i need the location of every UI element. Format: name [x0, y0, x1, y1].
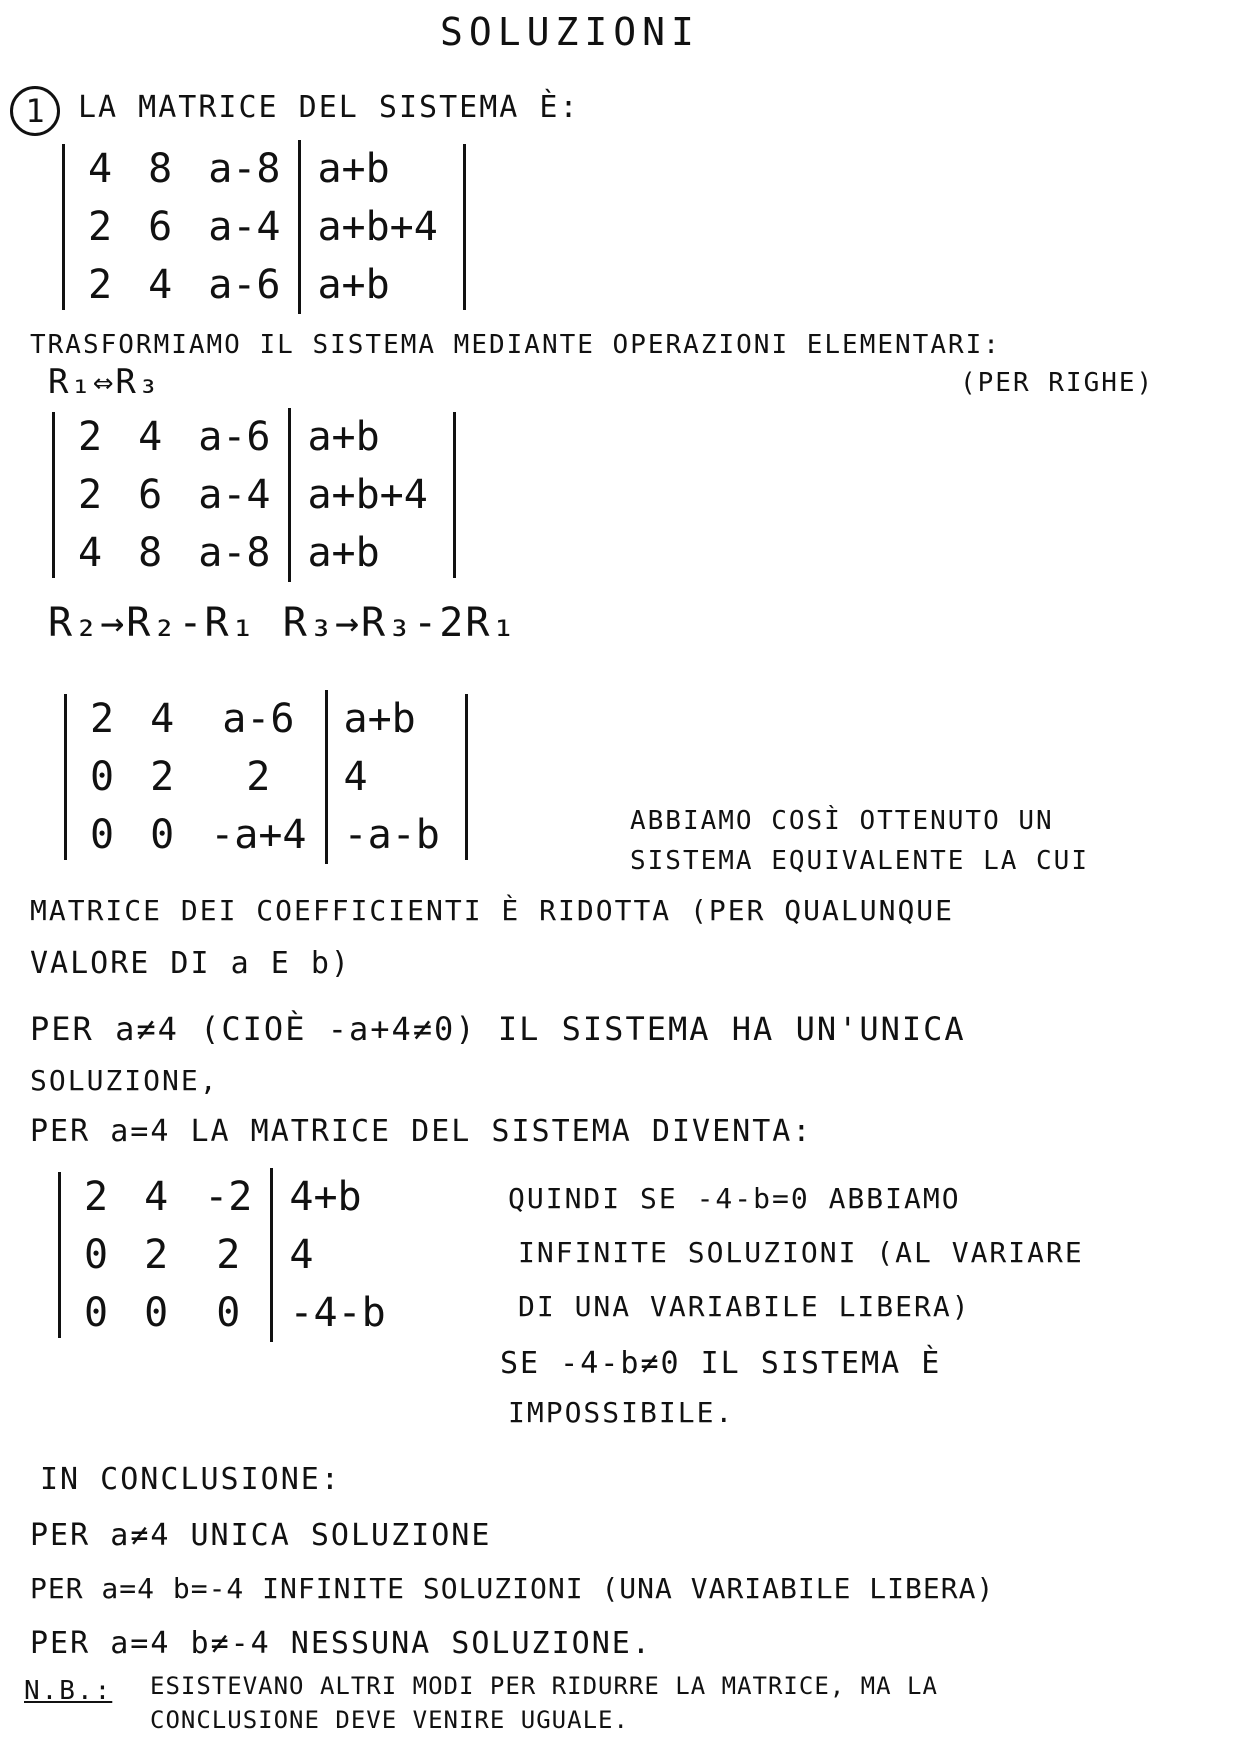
page-title: SOLUZIONI	[440, 10, 700, 54]
unique-line-1: PER a≠4 (CIOÈ -a+4≠0) IL SISTEMA HA UN'UNICA	[30, 1010, 966, 1048]
matrix-4	[66, 1168, 404, 1342]
matrix-cell: -4-b	[272, 1284, 404, 1342]
matrix-cell: a+b	[290, 408, 446, 466]
matrix-cell: 4	[138, 414, 163, 460]
matrix-cell: 2	[246, 754, 271, 800]
note-a4-5: IMPOSSIBILE.	[508, 1396, 735, 1429]
exercise-number: 1	[10, 86, 60, 136]
note-reduced-1: ABBIAMO COSÌ OTTENUTO UN	[630, 806, 1054, 836]
matrix-cell: a-8	[198, 530, 271, 576]
note-a4-3: DI UNA VARIABILE LIBERA)	[518, 1290, 971, 1323]
matrix-cell: a+b	[326, 690, 458, 748]
matrix-cell: 4	[144, 1174, 169, 1220]
matrix-cell: 0	[84, 1232, 109, 1278]
matrix-cell: 0	[84, 1290, 109, 1336]
intro-text: LA MATRICE DEL SISTEMA È:	[78, 90, 580, 125]
matrix-row	[70, 140, 456, 198]
note-reduced-2: SISTEMA EQUIVALENTE LA CUI	[630, 846, 1089, 876]
coefficients-line-2: VALORE DI a E b)	[30, 946, 351, 981]
by-rows-note: (PER RIGHE)	[960, 368, 1155, 398]
matrix-row	[66, 1284, 404, 1342]
matrix-row	[66, 1226, 404, 1284]
matrix-cell: 4	[88, 146, 113, 192]
matrix-cell: 0	[144, 1290, 169, 1336]
matrix-cell: a+b+4	[290, 466, 446, 524]
a4-line: PER a=4 LA MATRICE DEL SISTEMA DIVENTA:	[30, 1114, 813, 1149]
coefficients-line-1: MATRICE DEI COEFFICIENTI È RIDOTTA (PER QUALUNQUE	[30, 894, 955, 927]
matrix-row	[60, 466, 446, 524]
matrix-cell: 4	[272, 1226, 404, 1284]
matrix-cell: 2	[90, 696, 115, 742]
nb-text-1: ESISTEVANO ALTRI MODI PER RIDURRE LA MATRICE, MA LA	[150, 1672, 938, 1700]
note-a4-1: QUINDI SE -4-b=0 ABBIAMO	[508, 1182, 961, 1215]
matrix-cell: -2	[204, 1174, 253, 1220]
note-a4-4: SE -4-b≠0 IL SISTEMA È	[500, 1346, 942, 1381]
unique-line-2: SOLUZIONE,	[30, 1064, 219, 1097]
matrix-cell: -a-b	[326, 806, 458, 864]
swap-operation: R₁⇔R₃	[48, 362, 161, 402]
matrix-cell: 2	[78, 472, 103, 518]
matrix-row	[72, 690, 458, 748]
conclusion-heading: IN CONCLUSIONE:	[40, 1462, 341, 1497]
matrix-cell: 2	[216, 1232, 241, 1278]
matrix-row	[66, 1168, 404, 1226]
matrix-cell: 2	[78, 414, 103, 460]
matrix-cell: a-4	[198, 472, 271, 518]
conclusion-1: PER a≠4 UNICA SOLUZIONE	[30, 1518, 492, 1553]
matrix-row	[60, 524, 446, 582]
matrix-cell: -a+4	[210, 812, 307, 858]
matrix-cell: a-6	[198, 414, 271, 460]
row-operations: R₂→R₂-R₁ R₃→R₃-2R₁	[48, 600, 518, 646]
matrix-cell: 2	[150, 754, 175, 800]
nb-text-2: CONCLUSIONE DEVE VENIRE UGUALE.	[150, 1706, 629, 1734]
matrix-cell: 0	[216, 1290, 241, 1336]
matrix-1	[70, 140, 456, 314]
transform-line: TRASFORMIAMO IL SISTEMA MEDIANTE OPERAZIONI ELEMENTARI:	[30, 330, 1001, 360]
matrix-cell: 6	[148, 204, 173, 250]
matrix-cell: 0	[90, 812, 115, 858]
matrix-cell: a-4	[208, 204, 281, 250]
note-a4-2: INFINITE SOLUZIONI (AL VARIARE	[518, 1236, 1084, 1269]
matrix-3	[72, 690, 458, 864]
matrix-cell: a+b	[300, 140, 456, 198]
conclusion-3: PER a=4 b≠-4 NESSUNA SOLUZIONE.	[30, 1626, 652, 1661]
matrix-cell: 8	[138, 530, 163, 576]
matrix-cell: 2	[88, 262, 113, 308]
matrix-row	[70, 198, 456, 256]
matrix-row	[70, 256, 456, 314]
matrix-cell: 2	[144, 1232, 169, 1278]
matrix-cell: a+b	[290, 524, 446, 582]
matrix-cell: a-6	[208, 262, 281, 308]
matrix-cell: 0	[150, 812, 175, 858]
matrix-cell: 4+b	[272, 1168, 404, 1226]
nb-label: N.B.:	[24, 1676, 113, 1706]
matrix-cell: 4	[326, 748, 458, 806]
matrix-cell: a-6	[222, 696, 295, 742]
matrix-cell: 0	[90, 754, 115, 800]
matrix-cell: 4	[78, 530, 103, 576]
matrix-row	[72, 748, 458, 806]
conclusion-2: PER a=4 b=-4 INFINITE SOLUZIONI (UNA VARIABILE LIBERA)	[30, 1572, 995, 1605]
matrix-cell: 8	[148, 146, 173, 192]
matrix-cell: a-8	[208, 146, 281, 192]
matrix-cell: 6	[138, 472, 163, 518]
matrix-cell: 2	[84, 1174, 109, 1220]
matrix-cell: 4	[150, 696, 175, 742]
matrix-cell: 4	[148, 262, 173, 308]
matrix-2	[60, 408, 446, 582]
matrix-cell: a+b	[300, 256, 456, 314]
matrix-cell: a+b+4	[300, 198, 456, 256]
matrix-row	[60, 408, 446, 466]
matrix-row	[72, 806, 458, 864]
matrix-cell: 2	[88, 204, 113, 250]
